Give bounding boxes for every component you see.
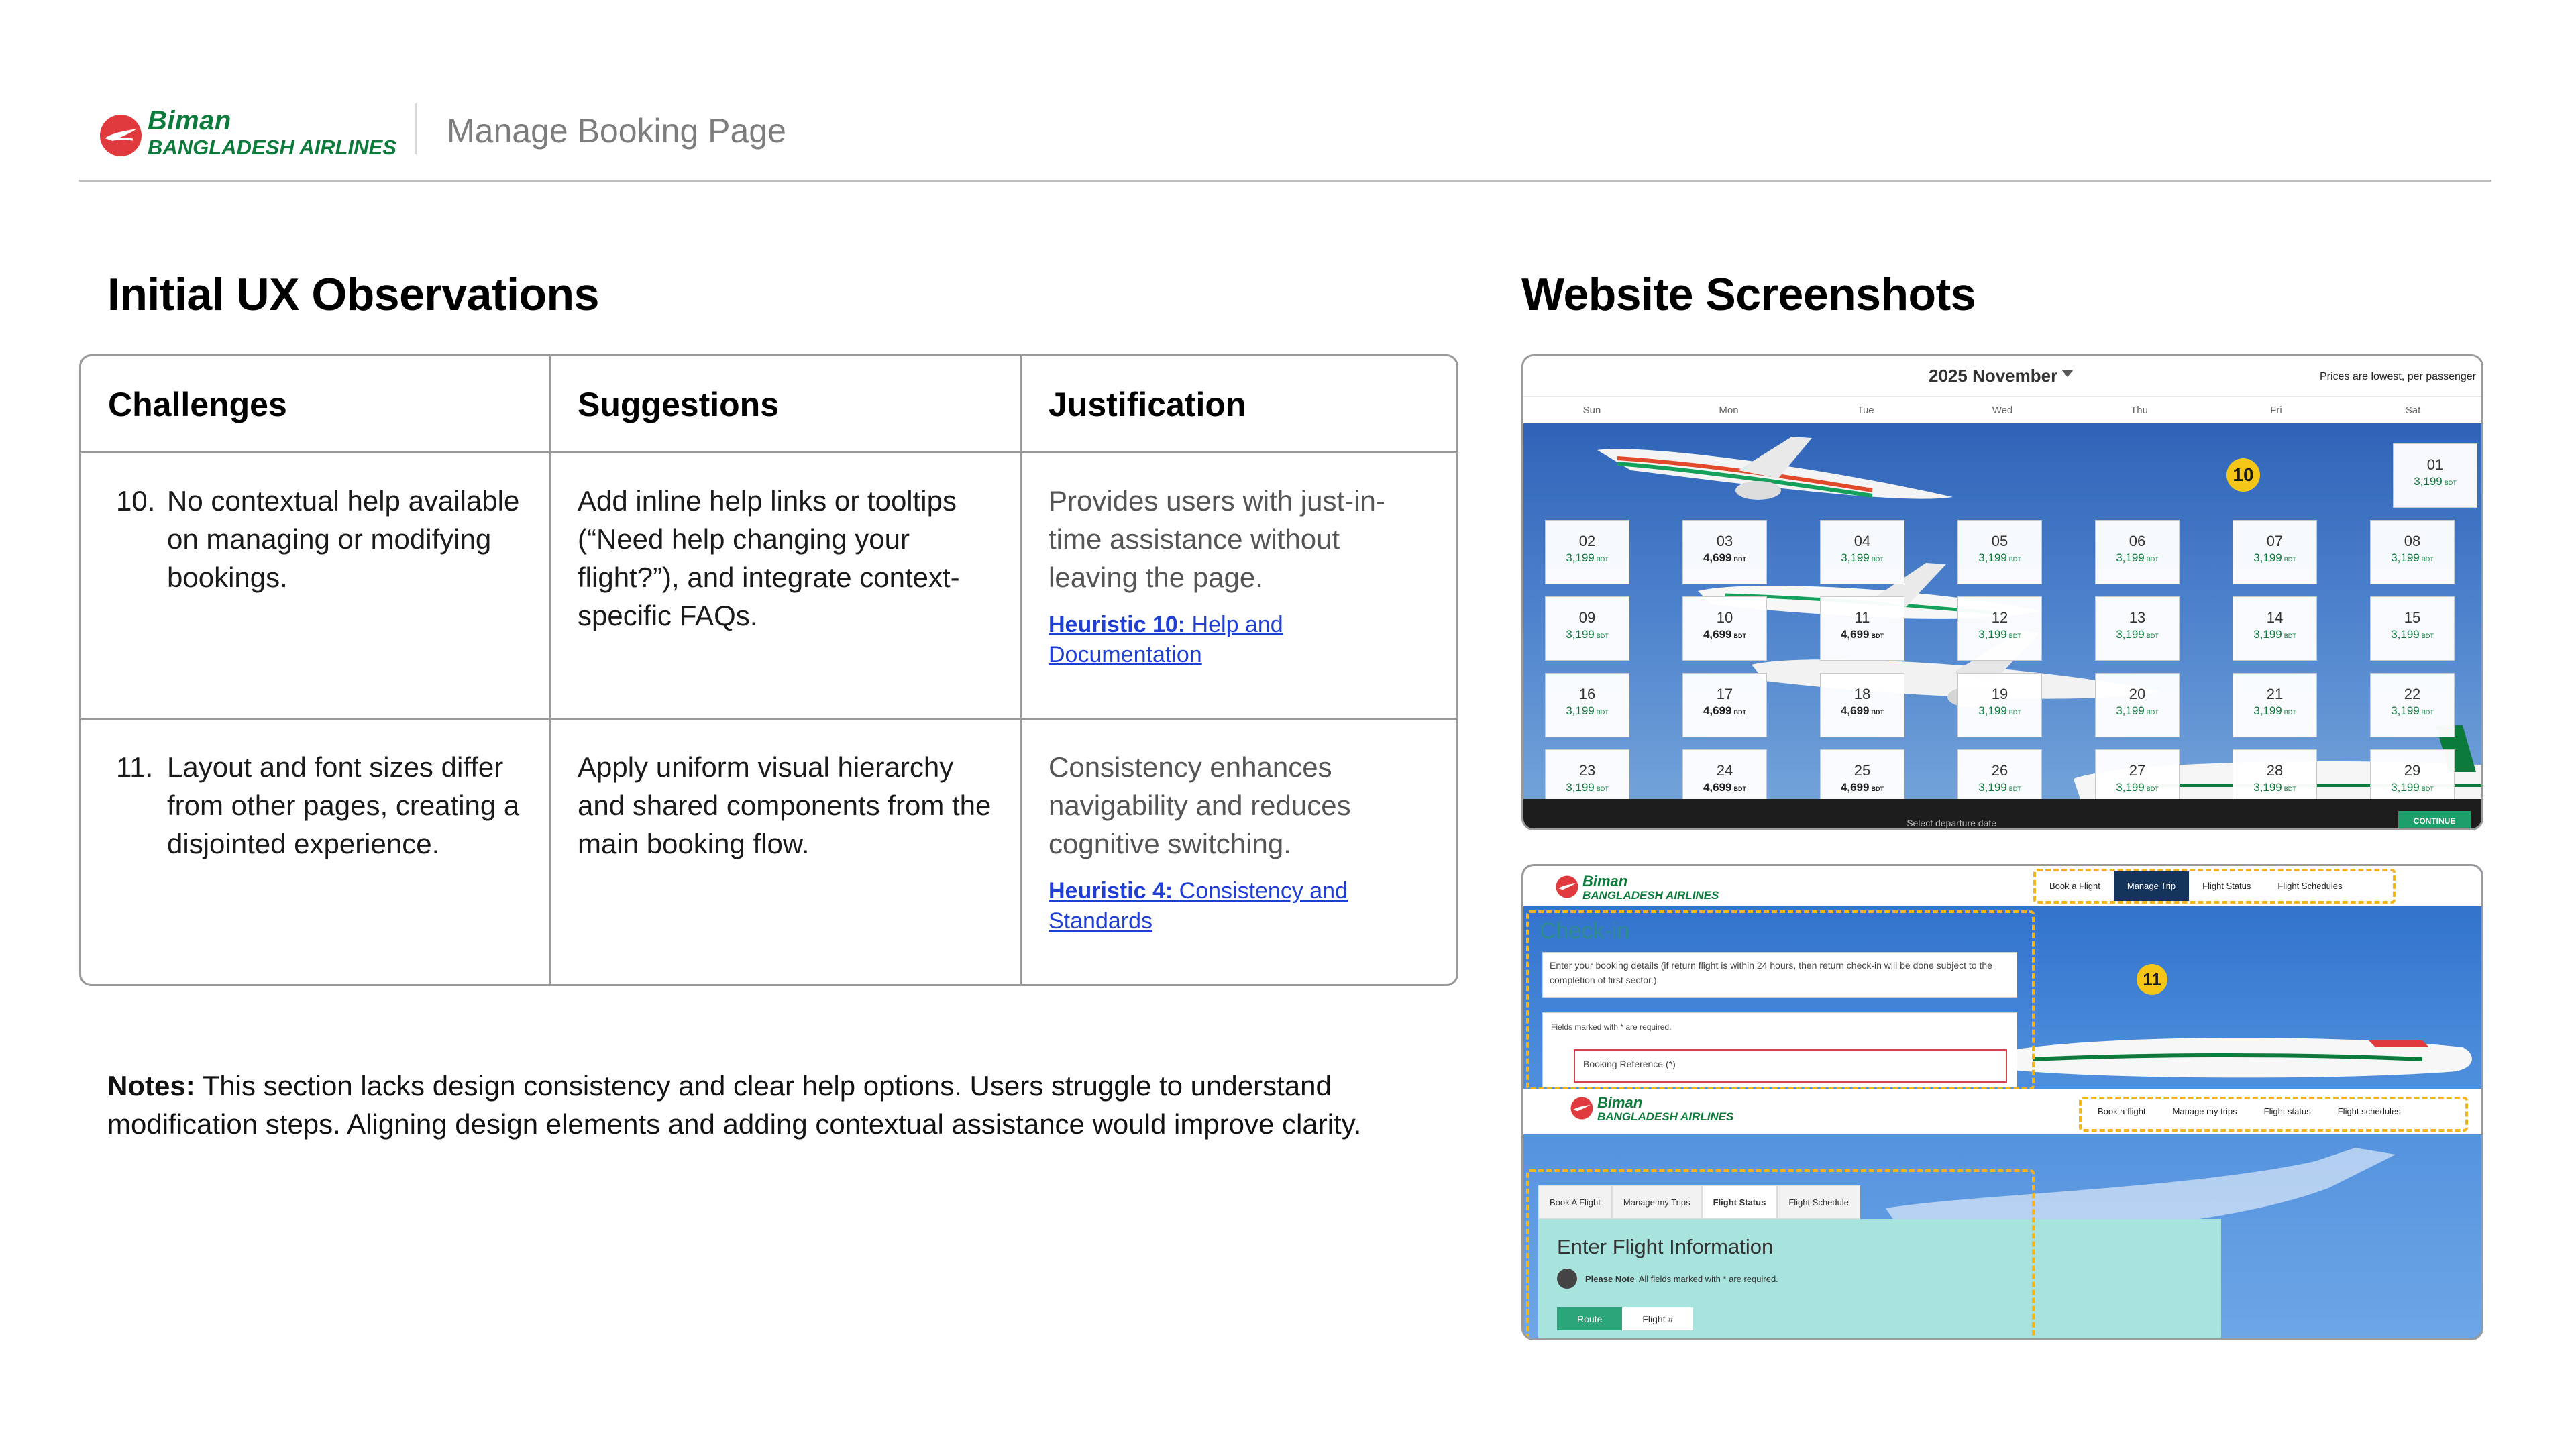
nav-book-a-flight[interactable]: Book a flight bbox=[2098, 1106, 2146, 1116]
weekday-label: Mon bbox=[1719, 405, 1739, 416]
aircraft-image bbox=[1591, 423, 1966, 517]
currency: BDT bbox=[1596, 709, 1609, 716]
calendar-day[interactable] bbox=[1545, 520, 1629, 584]
logo-name: Biman bbox=[1582, 873, 1628, 890]
day-price bbox=[2371, 551, 2454, 565]
nav-flight-status[interactable]: Flight Status bbox=[2202, 881, 2251, 891]
price-note: Prices are lowest, per passenger bbox=[2320, 371, 2476, 382]
required-note: Fields marked with * are required. bbox=[1551, 1022, 1672, 1032]
currency: BDT bbox=[2421, 556, 2434, 563]
calendar-day[interactable] bbox=[1682, 673, 1767, 737]
calendar-screenshot bbox=[1521, 354, 2483, 830]
day-price bbox=[1546, 781, 1629, 794]
day-number: 24 bbox=[1716, 762, 1733, 779]
tab-manage-my-trips[interactable]: Manage my Trips bbox=[1612, 1185, 1702, 1219]
header-divider bbox=[415, 103, 417, 154]
calendar-day[interactable] bbox=[2233, 520, 2317, 584]
currency: BDT bbox=[2008, 633, 2021, 639]
day-price bbox=[1958, 628, 2041, 641]
currency: BDT bbox=[1596, 556, 1609, 563]
heuristic-link[interactable] bbox=[1049, 610, 1430, 670]
logo-subtitle: BANGLADESH AIRLINES bbox=[1597, 1110, 1734, 1123]
price-value: 3,199 bbox=[2253, 781, 2282, 794]
calendar-day[interactable] bbox=[2370, 596, 2455, 661]
price-value: 3,199 bbox=[2116, 628, 2145, 641]
checkin-description: Enter your booking details (if return flight is within 24 hours, then return check-in will be done subject to the completion of first sector.) bbox=[1542, 952, 2017, 998]
nav-book-a-flight[interactable]: Book a Flight bbox=[2049, 881, 2100, 891]
logo-subtitle: BANGLADESH AIRLINES bbox=[148, 136, 396, 159]
weekday-label: Tue bbox=[1857, 405, 1874, 416]
tab-flight-status[interactable]: Flight Status bbox=[1702, 1185, 1778, 1219]
annotation-badge: 10 bbox=[2226, 458, 2260, 492]
price-value: 3,199 bbox=[1978, 628, 2007, 641]
observations-table bbox=[79, 354, 1458, 986]
day-price bbox=[2394, 475, 2477, 488]
column-header-suggestions: Suggestions bbox=[551, 356, 1022, 451]
calendar-day[interactable] bbox=[2393, 443, 2477, 508]
booking-reference-input[interactable]: Booking Reference (*) bbox=[1574, 1049, 2007, 1083]
currency: BDT bbox=[2146, 556, 2159, 563]
currency: BDT bbox=[1871, 786, 1884, 792]
price-value: 3,199 bbox=[1978, 704, 2007, 717]
currency: BDT bbox=[2421, 633, 2434, 639]
day-price bbox=[2096, 704, 2179, 718]
day-number: 18 bbox=[1854, 686, 1871, 702]
currency: BDT bbox=[1871, 709, 1884, 716]
day-price bbox=[1821, 628, 1904, 641]
footer-hint: Select departure date bbox=[1907, 818, 1997, 828]
currency: BDT bbox=[2421, 709, 2434, 716]
note-label: Please Note bbox=[1585, 1273, 1635, 1284]
day-number: 27 bbox=[2129, 762, 2146, 779]
day-number: 21 bbox=[2266, 686, 2284, 702]
day-price bbox=[1683, 551, 1766, 565]
highlight-box bbox=[1526, 910, 2035, 1090]
row-number: 11. bbox=[116, 751, 154, 783]
day-price bbox=[1683, 704, 1766, 718]
day-number: 22 bbox=[2404, 686, 2421, 702]
justification-text: Provides users with just-in-time assistance without leaving the page. bbox=[1049, 485, 1385, 593]
calendar-day[interactable] bbox=[2095, 673, 2180, 737]
currency: BDT bbox=[2284, 633, 2296, 639]
month-selector[interactable]: 2025 November bbox=[1929, 366, 2058, 386]
currency: BDT bbox=[1596, 786, 1609, 792]
price-value: 4,699 bbox=[1703, 704, 1732, 717]
day-price bbox=[2233, 781, 2316, 794]
biman-bird-icon bbox=[1556, 875, 1578, 898]
price-value: 3,199 bbox=[2116, 551, 2145, 564]
day-number: 09 bbox=[1578, 609, 1596, 626]
day-price bbox=[2233, 628, 2316, 641]
day-number: 07 bbox=[2266, 533, 2284, 549]
currency: BDT bbox=[2008, 556, 2021, 563]
day-price bbox=[1683, 781, 1766, 794]
annotation-badge: 11 bbox=[2137, 964, 2167, 995]
currency: BDT bbox=[2284, 556, 2296, 563]
suggestion-cell bbox=[551, 453, 1022, 718]
day-number: 19 bbox=[1991, 686, 2008, 702]
nav-manage-my-trips[interactable]: Manage my trips bbox=[2172, 1106, 2237, 1116]
price-value: 3,199 bbox=[1566, 628, 1595, 641]
calendar-day[interactable] bbox=[1545, 596, 1629, 661]
calendar-day[interactable] bbox=[2095, 520, 2180, 584]
day-price bbox=[1958, 704, 2041, 718]
day-number: 16 bbox=[1578, 686, 1596, 702]
currency: BDT bbox=[2008, 709, 2021, 716]
aircraft-image bbox=[1993, 1007, 2483, 1087]
day-number: 04 bbox=[1854, 533, 1871, 549]
price-value: 3,199 bbox=[2391, 781, 2420, 794]
currency: BDT bbox=[2421, 786, 2434, 792]
logo-name: Biman bbox=[148, 106, 231, 136]
day-number: 17 bbox=[1716, 686, 1733, 702]
calendar-day[interactable] bbox=[1545, 673, 1629, 737]
day-number: 29 bbox=[2404, 762, 2421, 779]
justification-cell bbox=[1022, 720, 1456, 986]
currency: BDT bbox=[1871, 556, 1884, 563]
weekday-label: Wed bbox=[1992, 405, 2013, 416]
day-number: 28 bbox=[2266, 762, 2284, 779]
calendar-day[interactable] bbox=[1820, 520, 1904, 584]
page-title: Manage Booking Page bbox=[447, 112, 786, 150]
justification-cell bbox=[1022, 453, 1456, 718]
header-rule bbox=[79, 180, 2491, 182]
day-price bbox=[2371, 628, 2454, 641]
day-price bbox=[2371, 781, 2454, 794]
notes-text: This section lacks design consistency and clear help options. Users struggle to understand modification steps. Aligning design elements and adding contextual assistance would improve clarity. bbox=[107, 1070, 1362, 1140]
day-price bbox=[1821, 704, 1904, 718]
weekday-label: Sat bbox=[2405, 405, 2421, 416]
challenge-text: Layout and font sizes differ from other pages, creating a disjointed experience. bbox=[167, 751, 520, 859]
notes-label: Notes: bbox=[107, 1070, 195, 1102]
day-price bbox=[1958, 781, 2041, 794]
heuristic-link[interactable] bbox=[1049, 876, 1430, 936]
tab-flight-schedule[interactable]: Flight Schedule bbox=[1777, 1185, 1860, 1219]
route-option[interactable]: Route bbox=[1557, 1307, 1622, 1330]
currency: BDT bbox=[1733, 786, 1747, 792]
price-value: 4,699 bbox=[1703, 781, 1732, 794]
heuristic-label: Heuristic 10: bbox=[1049, 612, 1186, 637]
day-number: 08 bbox=[2404, 533, 2421, 549]
price-value: 3,199 bbox=[2391, 628, 2420, 641]
day-number: 06 bbox=[2129, 533, 2146, 549]
currency: BDT bbox=[2444, 480, 2457, 486]
nav-flight-schedules[interactable]: Flight schedules bbox=[2337, 1106, 2401, 1116]
flight-number-option[interactable]: Flight # bbox=[1622, 1307, 1693, 1330]
calendar-day[interactable] bbox=[1957, 596, 2042, 661]
screenshots-heading: Website Screenshots bbox=[1521, 269, 1976, 320]
currency: BDT bbox=[1733, 556, 1747, 563]
calendar-day[interactable] bbox=[2370, 673, 2455, 737]
day-number: 03 bbox=[1716, 533, 1733, 549]
price-value: 3,199 bbox=[1841, 551, 1870, 564]
table-row bbox=[81, 453, 1456, 720]
day-price bbox=[2233, 704, 2316, 718]
price-value: 3,199 bbox=[1566, 781, 1595, 794]
biman-bird-icon bbox=[99, 114, 142, 157]
day-price bbox=[2233, 551, 2316, 565]
chevron-down-icon[interactable] bbox=[2061, 370, 2074, 377]
day-price bbox=[2371, 704, 2454, 718]
day-number: 10 bbox=[1716, 609, 1733, 626]
manage-trip-screenshot bbox=[1521, 864, 2483, 1340]
day-price bbox=[1683, 628, 1766, 641]
calendar-day[interactable] bbox=[1957, 673, 2042, 737]
currency: BDT bbox=[2284, 709, 2296, 716]
day-number: 14 bbox=[2266, 609, 2284, 626]
heuristic-text: Help and Documentation bbox=[1049, 612, 1283, 667]
day-number: 26 bbox=[1991, 762, 2008, 779]
day-price bbox=[1546, 704, 1629, 718]
nav-manage-trip[interactable]: Manage Trip bbox=[2114, 871, 2189, 901]
tab-book-a-flight[interactable]: Book A Flight bbox=[1538, 1185, 1612, 1219]
nav-flight-status[interactable]: Flight status bbox=[2263, 1106, 2311, 1116]
price-value: 3,199 bbox=[2414, 475, 2443, 488]
calendar-day[interactable] bbox=[1957, 520, 2042, 584]
day-number: 05 bbox=[1991, 533, 2008, 549]
heuristic-text: Consistency and Standards bbox=[1049, 878, 1348, 934]
day-number: 15 bbox=[2404, 609, 2421, 626]
highlight-box bbox=[1526, 1169, 2035, 1340]
price-value: 3,199 bbox=[2253, 628, 2282, 641]
currency: BDT bbox=[2146, 709, 2159, 716]
day-number: 02 bbox=[1578, 533, 1596, 549]
nav-flight-schedules[interactable]: Flight Schedules bbox=[2277, 881, 2343, 891]
table-row bbox=[81, 720, 1456, 986]
calendar-day[interactable] bbox=[2095, 596, 2180, 661]
challenge-text: No contextual help available on managing or modifying bookings. bbox=[167, 485, 520, 593]
price-value: 3,199 bbox=[1978, 551, 2007, 564]
calendar-day[interactable] bbox=[2233, 596, 2317, 661]
price-value: 3,199 bbox=[2391, 551, 2420, 564]
day-number: 13 bbox=[2129, 609, 2146, 626]
column-header-justification: Justification bbox=[1049, 386, 1246, 423]
weekday-label: Sun bbox=[1582, 405, 1601, 416]
row-number: 10. bbox=[116, 485, 156, 517]
price-value: 4,699 bbox=[1840, 628, 1870, 641]
price-value: 3,199 bbox=[2253, 704, 2282, 717]
price-value: 3,199 bbox=[1566, 551, 1595, 564]
day-price bbox=[1821, 781, 1904, 794]
justification-text: Consistency enhances navigability and reduces cognitive switching. bbox=[1049, 751, 1351, 859]
day-number: 23 bbox=[1578, 762, 1596, 779]
observations-heading: Initial UX Observations bbox=[107, 269, 599, 320]
weekday-label: Fri bbox=[2270, 405, 2282, 416]
highlight-box bbox=[2033, 869, 2396, 904]
currency: BDT bbox=[2008, 786, 2021, 792]
day-number: 11 bbox=[1854, 609, 1870, 626]
suggestion-text: Add inline help links or tooltips (“Need help changing your flight?”), and integrate context-specific FAQs. bbox=[578, 485, 960, 631]
biman-logo[interactable] bbox=[99, 106, 408, 160]
day-price bbox=[2096, 781, 2179, 794]
calendar-footer bbox=[1523, 799, 2481, 828]
day-number: 12 bbox=[1991, 609, 2008, 626]
day-price bbox=[1546, 628, 1629, 641]
calendar-day[interactable] bbox=[1682, 520, 1767, 584]
price-value: 4,699 bbox=[1703, 551, 1732, 564]
note-text: All fields marked with * are required. bbox=[1638, 1273, 1778, 1284]
flight-info-title: Enter Flight Information bbox=[1557, 1235, 1774, 1258]
currency: BDT bbox=[1871, 633, 1884, 639]
calendar-day[interactable] bbox=[2370, 520, 2455, 584]
currency: BDT bbox=[2146, 633, 2159, 639]
notes-paragraph bbox=[107, 1067, 1462, 1143]
price-value: 3,199 bbox=[1978, 781, 2007, 794]
highlight-box bbox=[2079, 1097, 2468, 1132]
continue-button[interactable]: CONTINUE bbox=[2398, 811, 2471, 830]
currency: BDT bbox=[2284, 786, 2296, 792]
price-value: 4,699 bbox=[1840, 704, 1870, 717]
weekday-row bbox=[1523, 396, 2481, 423]
price-value: 3,199 bbox=[1566, 704, 1595, 717]
day-price bbox=[1546, 551, 1629, 565]
column-header-challenges: Challenges bbox=[81, 356, 551, 451]
logo-name: Biman bbox=[1597, 1094, 1643, 1111]
price-value: 3,199 bbox=[2116, 781, 2145, 794]
day-price bbox=[1958, 551, 2041, 565]
currency: BDT bbox=[1733, 709, 1747, 716]
day-number: 01 bbox=[2426, 456, 2444, 473]
logo-subtitle: BANGLADESH AIRLINES bbox=[1582, 889, 1719, 902]
calendar-day[interactable] bbox=[1682, 596, 1767, 661]
table-header-row bbox=[81, 356, 1456, 453]
biman-bird-icon bbox=[1570, 1097, 1593, 1120]
weekday-label: Thu bbox=[2131, 405, 2148, 416]
heuristic-label: Heuristic 4: bbox=[1049, 878, 1173, 904]
calendar-day[interactable] bbox=[1820, 673, 1904, 737]
day-number: 25 bbox=[1854, 762, 1871, 779]
challenge-cell bbox=[81, 720, 551, 986]
price-value: 3,199 bbox=[2116, 704, 2145, 717]
challenge-cell bbox=[81, 453, 551, 718]
day-price bbox=[1821, 551, 1904, 565]
calendar-day[interactable] bbox=[1820, 596, 1904, 661]
price-value: 3,199 bbox=[2253, 551, 2282, 564]
suggestion-cell bbox=[551, 720, 1022, 986]
day-price bbox=[2096, 551, 2179, 565]
currency: BDT bbox=[1596, 633, 1609, 639]
calendar-day[interactable] bbox=[2233, 673, 2317, 737]
day-price bbox=[2096, 628, 2179, 641]
currency: BDT bbox=[1733, 633, 1747, 639]
calendar-toolbar bbox=[1523, 356, 2481, 396]
page-header bbox=[79, 87, 2491, 181]
checkin-title: Check-in bbox=[1540, 918, 1630, 944]
price-value: 4,699 bbox=[1703, 628, 1732, 641]
day-number: 20 bbox=[2129, 686, 2146, 702]
suggestion-text: Apply uniform visual hierarchy and shared components from the main booking flow. bbox=[578, 751, 991, 859]
price-value: 4,699 bbox=[1840, 781, 1870, 794]
price-value: 3,199 bbox=[2391, 704, 2420, 717]
currency: BDT bbox=[2146, 786, 2159, 792]
